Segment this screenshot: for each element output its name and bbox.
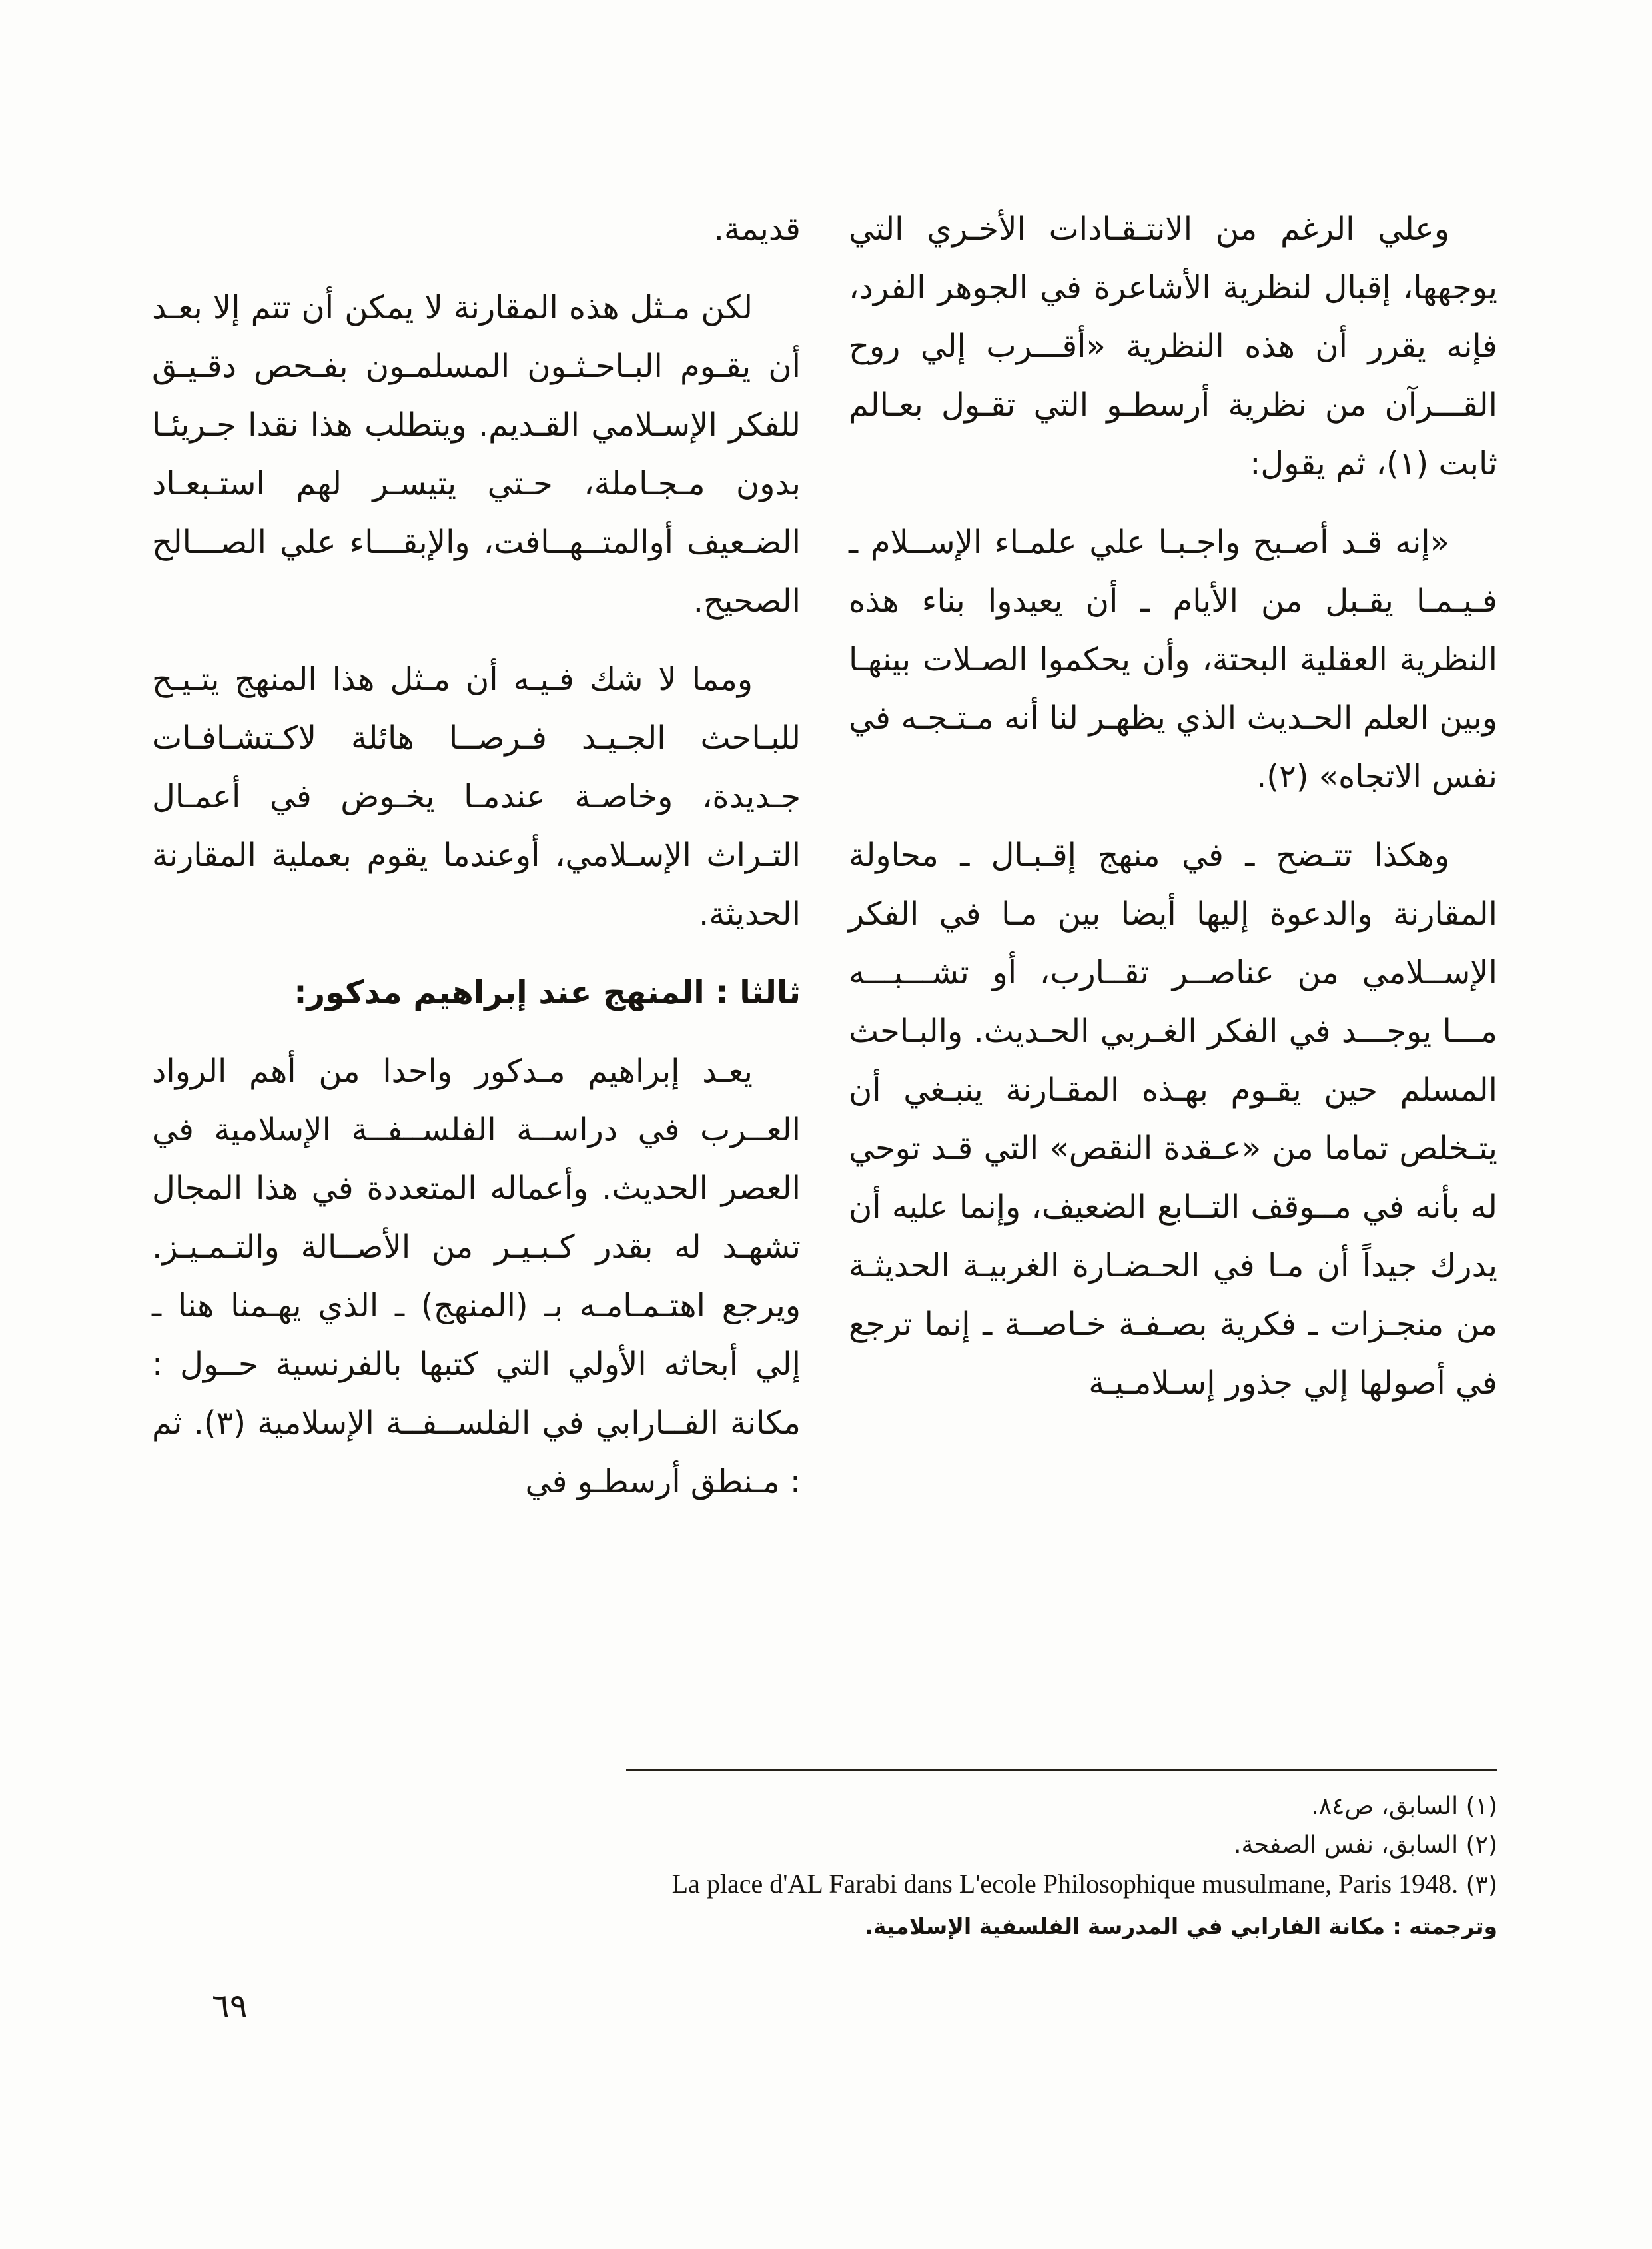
paragraph-comparison-method: وهكذا تتـضح ـ في منهج إقـبـال ـ محاولة المقارنة والدعوة إليها أيضا بين مـا في الفكر الإســلامي من عناصــر تقــارب، أو تشـــبـــه مـــا يوجـــد في الفكر الغـربي الحـديث. والبـاحث المسلم حين يقـوم بهـذه المقـارنة ينبـغي أن يتـخلص تماما من «عـقدة النقص» التي قـد توحي له بأنه في مــوقف التــابع الضعيف، وإنما عليه أن يدرك جيداً أن مـا في الحـضـارة الغربيـة الحديثـة من منجـزات ـ فكرية بصـفـة خـاصــة ـ إنما ترجع في أصولها إلي جذور إسـلامـيـة [849, 837, 1497, 1402]
paragraph-madkour-intro: يعـد إبراهيم مـدكور واحدا من أهم الرواد العــرب في دراســة الفلســفــة الإسلامية في العصر الحديث. وأعماله المتعددة في هذا المجال تشهـد له بقدر كـبـيـر من الأصــالة والتـمـيـز. ويرجع اهتـمـامـه بـ (المنهج) ـ الذي يهـمنا هنا ـ إلي أبحاثه الأولي التي كتبها بالفرنسية حــول : مكانة الفــارابي في الفلســفــة الإسلامية (٣). ثم : مـنطق أرسطـو في [152, 1053, 801, 1500]
section-heading-madkour: ثالثا : المنهج عند إبراهيم مدكور: [294, 974, 801, 1011]
page-number: ٦٩ [212, 1987, 248, 2025]
paragraph-method-opportunities: ومما لا شك فـيـه أن مـثل هذا المنهج يتـيـح للبـاحث الجـيـد فـرصــا هائلة لاكـتشـافـات جـديدة، وخاصـة عندمـا يخـوض في أعمـال التـراث الإسـلامي، أوعندما يقوم بعملية المقارنة الحديثة. [152, 661, 801, 933]
paragraph-continuation: قديمة. [713, 211, 801, 248]
footnote-3 [152, 1865, 1497, 1905]
column-right [849, 200, 1497, 1531]
column-left [152, 200, 801, 1531]
footnote-3-marker: (٣) [1465, 1871, 1497, 1899]
footnote-2: (٢) السابق، نفس الصفحة. [1234, 1831, 1497, 1859]
footnote-3-translation: وترجمته : مكانة الفارابي في المدرسة الفلسفية الإسلامية. [865, 1913, 1497, 1939]
footnote-1: (١) السابق، ص٨٤. [1311, 1793, 1497, 1820]
paragraph-comparison-condition: لكن مـثل هذه المقارنة لا يمكن أن تتم إلا بعـد أن يقـوم البـاحـثـون المسلمـون بفـحص دقـيـق للفكر الإسـلامي القـديم. ويتطلب هذا نقدا جـريئـا بدون مـجـاملة، حـتي يتيسـر لهم استـبعـاد الضـعيف أوالمتــهــافت، والإبقـــاء علي الصـــالح الصحيح. [152, 289, 801, 620]
paragraph-iqbal-quote: «إنه قـد أصـبح واجـبـا علي علمـاء الإســلام ـ فـيـمـا يقـبل من الأيام ـ أن يعيدوا بناء هذه النظرية العقلية البحتة، وأن يحكموا الصـلات بينهـا وبين العلم الحـديث الذي يظهـر لنا أنه مـتـجـه في نفس الاتجاه» (٢). [849, 524, 1497, 795]
footnote-3-french-text: La place d'AL Farabi dans L'ecole Philosophique musulmane, Paris 1948. [671, 1869, 1459, 1899]
paragraph-iqbal-criticisms: وعلي الرغم من الانتـقـادات الأخـري التي يوجهها، إقبال لنظرية الأشاعرة في الجوهر الفرد، فإنه يقرر أن هذه النظرية «أقـــرب إلي روح القـــرآن من نظرية أرسطـو التي تقـول بعـالم ثابت (١)، ثم يقول: [849, 211, 1497, 482]
footnote-separator [626, 1769, 1497, 1771]
page-body-text [152, 200, 1497, 1531]
footnotes-section [152, 1769, 1497, 1946]
